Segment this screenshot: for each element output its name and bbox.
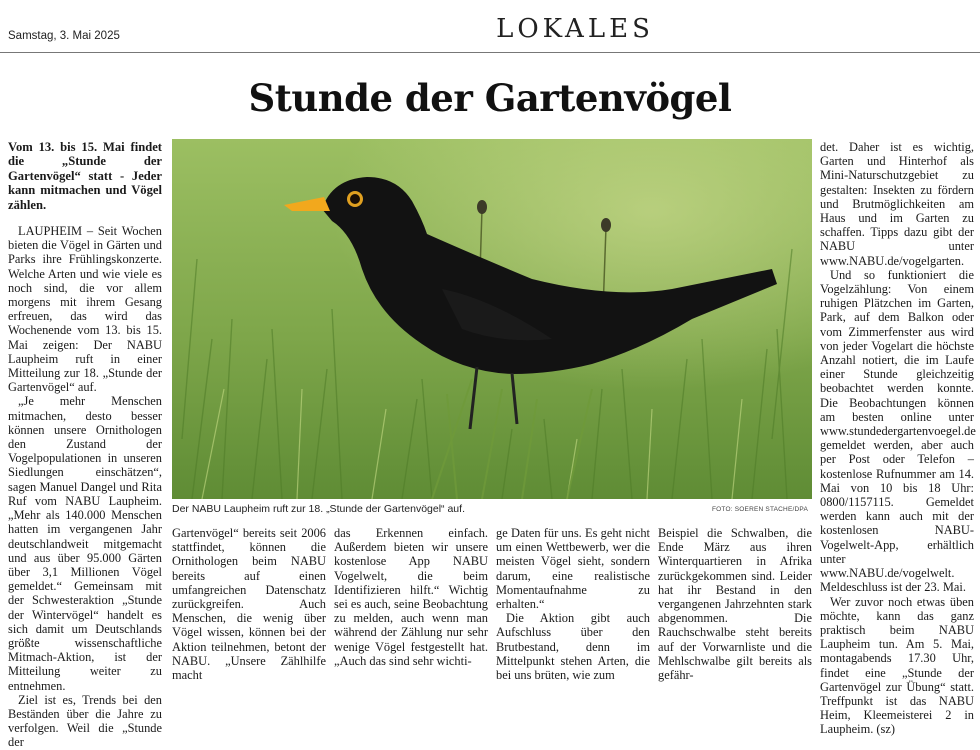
paragraph: Gartenvögel“ bereits seit 2006 stattfindet, können die Ornithologen beim NABU bereits auf einen umfangreichen Datenschatz zurückgreifen. Auch Menschen, die wenig über Vögel wissen, können bei der Aktion teilnehmen, betont der NABU. „Unsere Zählhilfe macht (172, 526, 326, 683)
text-column-2 (172, 526, 326, 682)
paragraph: Und so funktioniert die Vogelzählung: Von einem ruhigen Plätzchen im Garten, Park, auf dem Balkon oder vom Zimmerfenster aus wird von jeder Vogelart die höchste Anzahl notiert, die im Laufe einer Stunde gleichzeitig beobachtet werden konnte. Die Beobachtungen können am besten online unter www.stundedergartenvoegel.de gemeldet werden, aber auch per Post oder Telefon – kostenlose Rufnummer am 14. Mai von 10 bis 18 Uhr: 0800/1157115. Gemeldet werden kann auch mit der kostenlosen NABU-Vogelwelt-App, erhältlich unter www.NABU.de/vogelwelt. Meldeschluss ist der 23. Mai. (820, 267, 976, 595)
text-column-3 (334, 526, 488, 668)
text-column-5 (658, 526, 812, 682)
issue-date: Samstag, 3. Mai 2025 (8, 30, 120, 42)
paragraph: ge Daten für uns. Es geht nicht um einen Wettbewerb, wer die meisten Vögel sieht, sondern darum, eine realistische Momentaufnahme zu erhalten.“ (496, 526, 650, 612)
paragraph: LAUPHEIM – Seit Wochen bieten die Vögel in Gärten und Parks ihre Frühlingskonzerte. Welche Arten und wie viele es noch sind, die vor allem morgens mit ihrem Gesang erfreuen, das wird das Wochenende vom 13. bis 15. Mai zeigen: Der NABU Laupheim ruft in einer Mitteilung zur 18. „Stunde der Gartenvögel“ auf. (8, 224, 162, 395)
photo-credit: FOTO: SOEREN STACHE/DPA (712, 506, 808, 513)
blackbird-photo (172, 139, 812, 499)
photo-caption: Der NABU Laupheim ruft zur 18. „Stunde der Gartenvögel“ auf. (172, 503, 465, 515)
paragraph: Wer zuvor noch etwas üben möchte, kann das ganz praktisch beim NABU Laupheim tun. Am 5. Mai, montagabends 17.30 Uhr, findet eine „Stunde der Gartenvögel zur Übung“ statt. Treffpunkt ist das NABU Heim, Kleemeisterei 2 in Laupheim. (sz) (820, 594, 974, 737)
text-column-6 (820, 140, 974, 737)
paragraph: Die Aktion gibt auch Aufschluss über den Brutbestand, denn im Mittelpunkt stehen Arten, die bei uns brüten, wie zum (496, 611, 650, 683)
paragraph: Beispiel die Schwalben, die Ende März aus ihren Winterquartieren in Afrika zurückgekommen sind. Leider hat ihr Bestand in den vergangenen Jahrzehnten stark abgenommen. Die Rauchschwalbe steht bereits auf der Vorwarnliste und die Mehlschwalbe gilt bereits als gefähr- (658, 526, 812, 683)
article-lead: Vom 13. bis 15. Mai findet die „Stunde der Gartenvögel“ statt - Jeder kann mitmachen und Vögel zählen. (8, 140, 162, 212)
text-column-4 (496, 526, 650, 682)
section-title: LOKALES (496, 14, 654, 44)
paragraph: das Erkennen einfach. Außerdem bieten wir unsere kostenlose App NABU Vogelwelt, die beim Identifizieren hilft.“ Wichtig sei es auch, seine Beobachtung zu melden, auch wenn man während der Zählung nur sehr wenige Vögel festgestellt hat. „Auch das sind sehr wichti- (334, 526, 488, 668)
header-rule (0, 52, 980, 53)
paragraph: „Je mehr Menschen mitmachen, desto besser können unsere Ornithologen den Zustand der Vogelpopulationen in unseren Siedlungen einschätzen“, sagen Manuel Dangel und Rita Ruf vom NABU Laupheim. „Mehr als 140.000 Menschen hatten im vergangenen Jahr deutschlandweit mitgemacht und aus über 95.000 Gärten über 3,1 Millionen Vögel gemeldet.“ Gemeinsam mit der Schwesteraktion „Stunde der Wintervögel“ handelt es sich damit um Deutschlands größte wissenschaftliche Mitmach-Aktion, ist der Mitteilung weiter zu entnehmen. (8, 394, 162, 693)
article-headline: Stunde der Gartenvögel (248, 76, 732, 120)
paragraph: det. Daher ist es wichtig, Garten und Hinterhof als Mini-Naturschutzgebiet zu gestalten: Insekten zu fördern und Brutmöglichkeiten am Haus und im Garten zu schaffen. Tipps dazu gibt der NABU unter www.NABU.de/vogelgarten. (820, 140, 974, 268)
paragraph: Ziel ist es, Trends bei den Beständen über die Jahre zu verfolgen. Weil die „Stunde der (8, 692, 162, 750)
text-column-1 (8, 140, 162, 750)
